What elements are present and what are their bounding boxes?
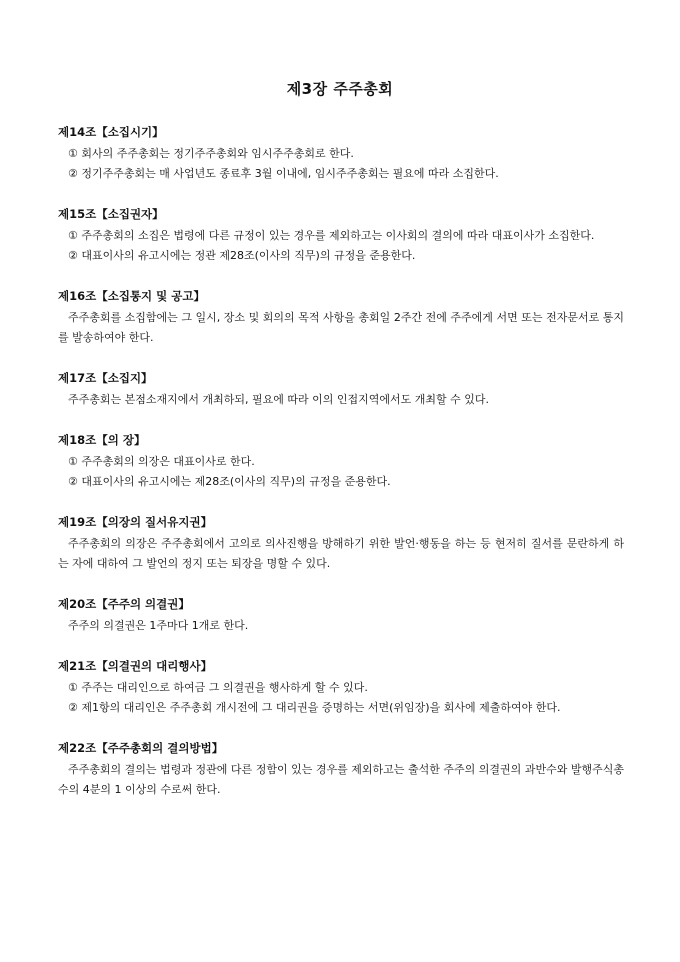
article-heading: 제21조【의결권의 대리행사】 (58, 659, 213, 673)
article-heading: 제17조【소집지】 (58, 371, 153, 385)
article-heading: 제18조【의 장】 (58, 433, 146, 447)
articles-list (58, 124, 624, 822)
article-16 (58, 288, 624, 348)
article-heading: 제15조【소집권자】 (58, 207, 164, 221)
article-item: ① 주주총회의 소집은 법령에 다른 규정이 있는 경우를 제외하고는 이사회의 결의에 따라 대표이사가 소집한다. (68, 229, 595, 242)
article-item: ② 정기주주총회는 매 사업년도 종료후 3월 이내에, 임시주주총회는 필요에 따라 소집한다. (68, 167, 499, 180)
article-21 (58, 658, 624, 718)
article-heading: 제19조【의장의 질서유지권】 (58, 515, 213, 529)
article-paragraph: 주주총회를 소집함에는 그 일시, 장소 및 회의의 목적 사항을 총회일 2주간 전에 주주에게 서면 또는 전자문서로 통지를 발송하여야 한다. (58, 311, 624, 344)
article-paragraph: 주주의 의결권은 1주마다 1개로 한다. (68, 619, 249, 632)
article-18 (58, 432, 624, 492)
article-item: ① 주주총회의 의장은 대표이사로 한다. (68, 455, 255, 468)
article-heading: 제16조【소집통지 및 공고】 (58, 289, 205, 303)
article-heading: 제22조【주주총회의 결의방법】 (58, 741, 224, 755)
article-heading: 제14조【소집시기】 (58, 125, 164, 139)
article-15 (58, 206, 624, 266)
article-item: ① 주주는 대리인으로 하여금 그 의결권을 행사하게 할 수 있다. (68, 681, 368, 694)
article-item: ② 대표이사의 유고시에는 정관 제28조(이사의 직무)의 규정을 준용한다. (68, 249, 416, 262)
article-item: ① 회사의 주주총회는 정기주주총회와 임시주주총회로 한다. (68, 147, 354, 160)
article-19 (58, 514, 624, 574)
article-22 (58, 740, 624, 800)
article-20 (58, 596, 624, 636)
article-item: ② 대표이사의 유고시에는 제28조(이사의 직무)의 규정을 준용한다. (68, 475, 391, 488)
chapter-title: 제3장 주주총회 (286, 80, 394, 98)
article-paragraph: 주주총회는 본점소재지에서 개최하되, 필요에 따라 이의 인접지역에서도 개최할 수 있다. (68, 393, 489, 406)
article-paragraph: 주주총회의 의장은 주주총회에서 고의로 의사진행을 방해하기 위한 발언·행동을 하는 등 현저히 질서를 문란하게 하는 자에 대하여 그 발언의 정지 또는 퇴장을 명할 수 있다. (58, 537, 624, 570)
article-paragraph: 주주총회의 결의는 법령과 정관에 다른 정함이 있는 경우를 제외하고는 출석한 주주의 의결권의 과반수와 발행주식총수의 4분의 1 이상의 수로써 한다. (58, 763, 624, 796)
article-17 (58, 370, 624, 410)
article-14 (58, 124, 624, 184)
article-item: ② 제1항의 대리인은 주주총회 개시전에 그 대리권을 증명하는 서면(위임장)을 회사에 제출하여야 한다. (68, 701, 561, 714)
article-heading: 제20조【주주의 의결권】 (58, 597, 190, 611)
